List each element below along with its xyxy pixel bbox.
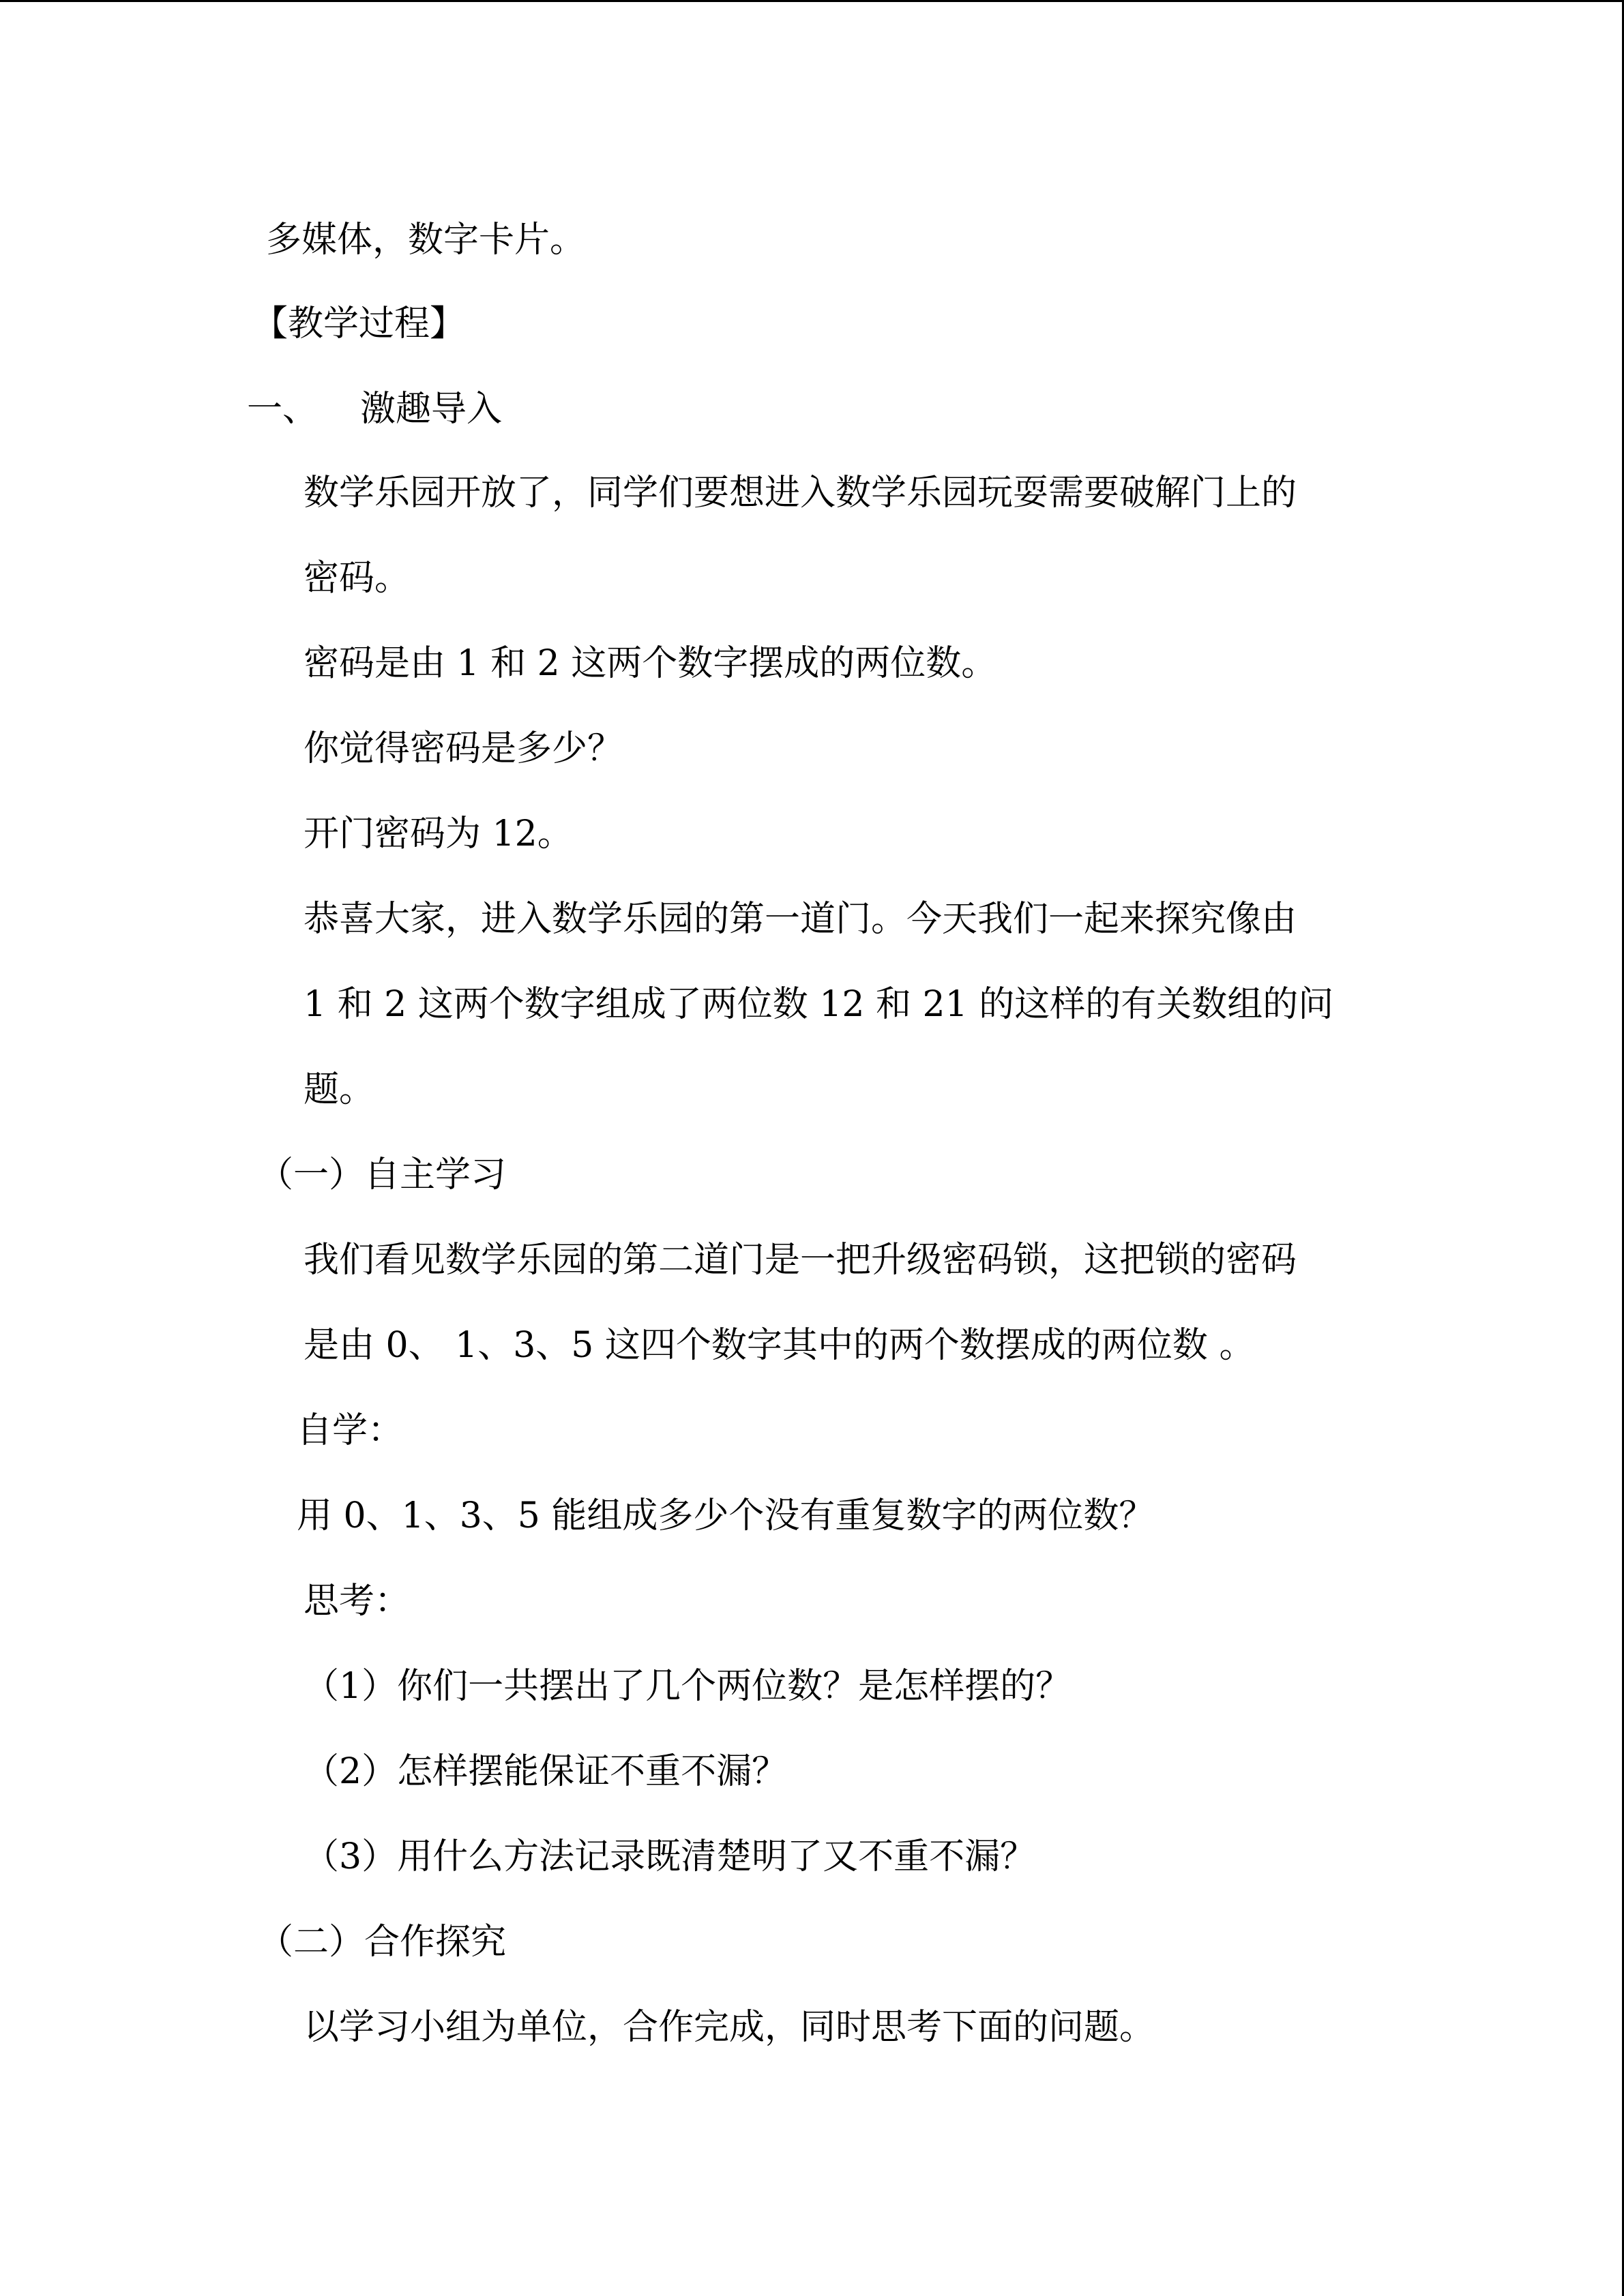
- paragraph-line: 用 0、1、3、5 能组成多少个没有重复数字的两位数？: [297, 1495, 1155, 1536]
- subsection-heading-cooperative-inquiry: （二）合作探究: [258, 1922, 507, 1963]
- paragraph-line: 开门密码为 12。: [304, 814, 573, 854]
- paragraph-line: 数学乐园开放了，同学们要想进入数学乐园玩耍需要破解门上的: [304, 473, 1297, 513]
- section-title-intro: 激趣导入: [360, 389, 503, 430]
- subsection-heading-self-study: （一）自主学习: [258, 1154, 507, 1195]
- paragraph-line: 以学习小组为单位，合作完成，同时思考下面的问题。: [304, 2007, 1155, 2048]
- question-item: （1）你们一共摆出了几个两位数？是怎样摆的？: [304, 1666, 1072, 1707]
- materials-line: 多媒体，数字卡片。: [266, 220, 586, 260]
- section-number-one: 一、: [247, 389, 319, 430]
- paragraph-line: 是由 0、 1、3、5 这四个数字其中的两个数摆成的两位数 。: [304, 1325, 1255, 1366]
- paragraph-line: 密码。: [304, 558, 411, 599]
- paragraph-line: 自学：: [297, 1410, 404, 1451]
- paragraph-line: 思考：: [304, 1581, 411, 1622]
- paragraph-line: 我们看见数学乐园的第二道门是一把升级密码锁，这把锁的密码: [304, 1240, 1297, 1281]
- question-item: （2）怎样摆能保证不重不漏？: [304, 1751, 788, 1792]
- section-heading-teaching-process: 【教学过程】: [252, 303, 466, 344]
- paragraph-line: 题。: [304, 1069, 375, 1110]
- paragraph-line: 密码是由 1 和 2 这两个数字摆成的两位数。: [304, 643, 997, 684]
- paragraph-line: 你觉得密码是多少？: [304, 728, 623, 769]
- paragraph-line: 1 和 2 这两个数字组成了两位数 12 和 21 的这样的有关数组的问: [304, 984, 1334, 1025]
- paragraph-line: 恭喜大家，进入数学乐园的第一道门。今天我们一起来探究像由: [304, 899, 1297, 940]
- question-item: （3）用什么方法记录既清楚明了又不重不漏？: [304, 1836, 1036, 1877]
